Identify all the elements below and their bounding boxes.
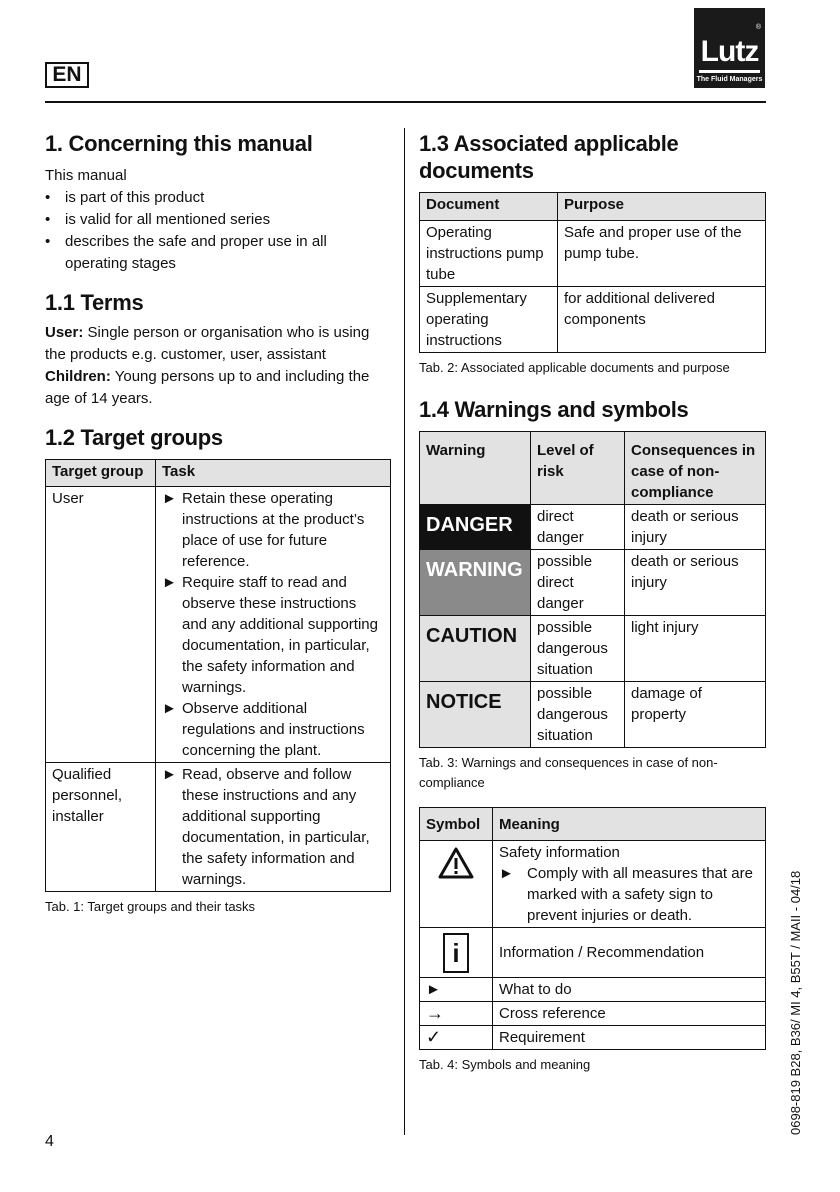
page-number: 4 bbox=[45, 1133, 54, 1150]
cross-reference-icon: → bbox=[420, 1002, 493, 1026]
warnings-table: Warning Level of risk Consequences in case of non-compliance DANGER direct danger death or serious injury WARNING possible direct danger death or serious injury CAUTION possible dangerous situation light injury NOTICE possible dangerous situation damage of property bbox=[419, 431, 766, 748]
section-title: 1.4 Warnings and symbols bbox=[419, 397, 689, 422]
terms-text: User: Single person or organisation who is using the products e.g. customer, user, assistant Children: Young persons up to and including the age of 14 years. bbox=[45, 324, 370, 407]
column-divider bbox=[404, 128, 405, 1135]
danger-label: DANGER bbox=[420, 505, 531, 550]
table-caption: Tab. 2: Associated applicable documents and purpose bbox=[419, 360, 730, 375]
document-code: 0698-819 B28, B36/ MI 4, B55T / MAII - 04/18 bbox=[788, 870, 803, 1135]
warning-label: WARNING bbox=[420, 550, 531, 616]
header-divider bbox=[45, 101, 766, 103]
arrow-right-icon: ► bbox=[420, 978, 493, 1002]
lutz-logo: ® Lutz The Fluid Managers bbox=[694, 8, 765, 88]
checkmark-icon: ✓ bbox=[420, 1026, 493, 1050]
section-title: 1.3 Associated applicable documents bbox=[419, 131, 679, 183]
caution-label: CAUTION bbox=[420, 616, 531, 682]
left-column bbox=[45, 130, 391, 917]
symbols-table: Symbol Meaning Safety information ► Comply with all measures that are marked with a safety sign to prevent injuries or death. i Information / Recommendation ► What to do → Cross reference ✓ Requirement bbox=[419, 807, 766, 1050]
target-groups-table: Target group Task User ► Retain these operating instructions at the product’s place of use for future reference. ► Require staff to read and observe these instructions and any additional supporting documentation, in particular, the safety information and warnings. ► Observe additional regulations and instructions concerning the plant. Qualified personnel, installer ► Read, observe and follow these instructions and any additional supporting documentation, in particular, the safety information and warnings. bbox=[45, 459, 391, 892]
section-title: 1.1 Terms bbox=[45, 290, 144, 315]
section-title: 1.2 Target groups bbox=[45, 425, 223, 450]
info-icon: i bbox=[420, 928, 493, 978]
table-caption: Tab. 1: Target groups and their tasks bbox=[45, 899, 256, 914]
table-caption: Tab. 3: Warnings and consequences in case of non-compliance bbox=[419, 755, 718, 790]
manual-intro: This manual • is part of this product • is valid for all mentioned series • describes the safe and proper use in all operating stages bbox=[45, 165, 391, 275]
right-column bbox=[419, 130, 766, 1075]
section-title: 1. Concerning this manual bbox=[45, 131, 313, 156]
documents-table: Document Purpose Operating instructions pump tube Safe and proper use of the pump tube. Supplementary operating instructions for additional delivered components bbox=[419, 192, 766, 353]
language-badge: EN bbox=[45, 62, 89, 88]
table-caption: Tab. 4: Symbols and meaning bbox=[419, 1057, 591, 1072]
warning-triangle-icon bbox=[420, 841, 493, 928]
notice-label: NOTICE bbox=[420, 682, 531, 748]
